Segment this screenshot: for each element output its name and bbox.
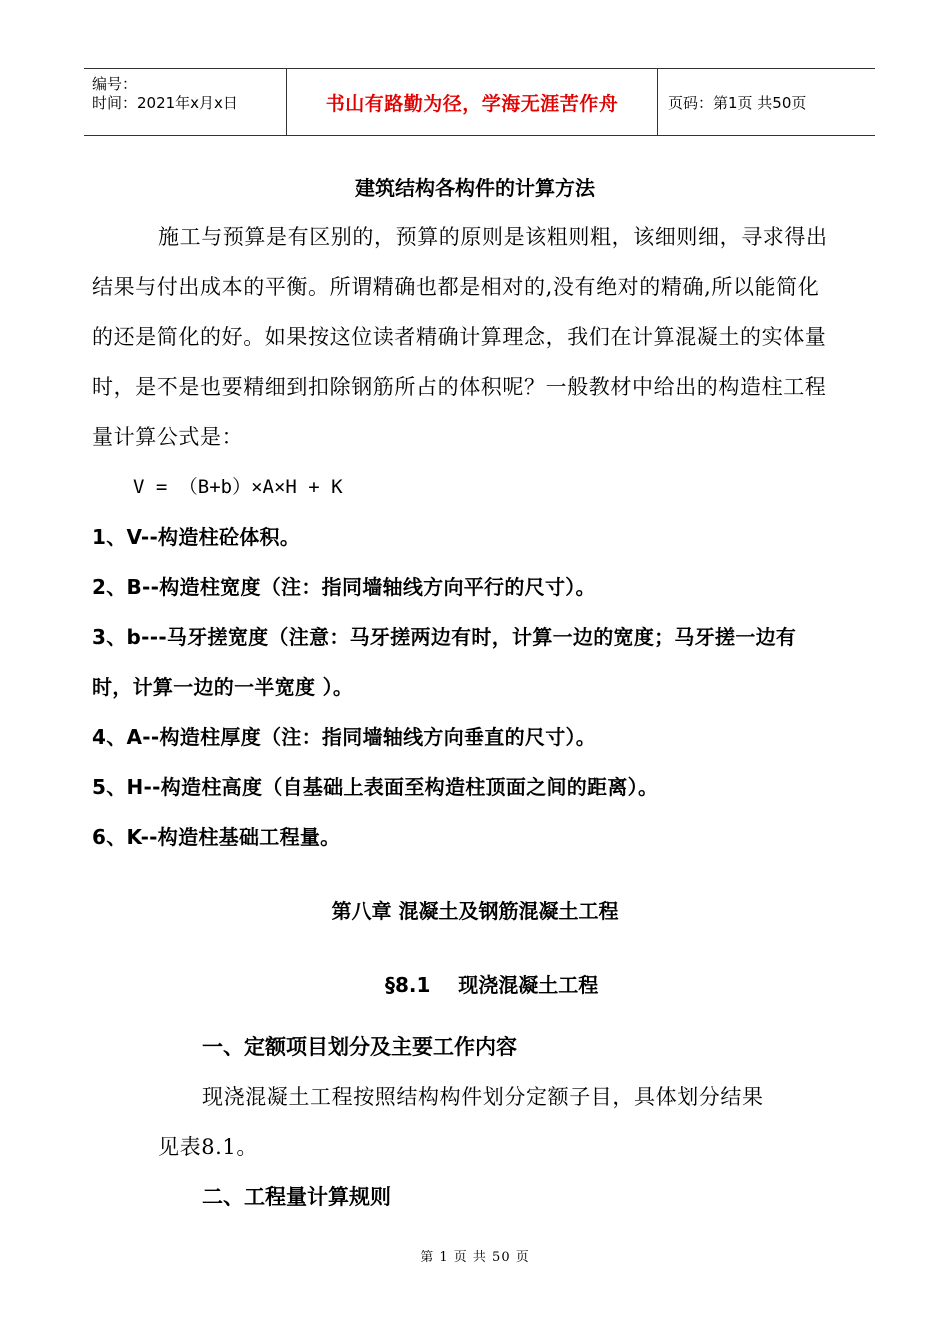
chapter-title: 第八章 混凝土及钢筋混凝土工程 xyxy=(331,899,619,923)
intro-line: 结果与付出成本的平衡。所谓精确也都是相对的,没有绝对的精确,所以能简化 xyxy=(92,275,820,299)
definition-item: 2、B--构造柱宽度（注：指同墙轴线方向平行的尺寸）。 xyxy=(92,575,596,599)
number-label: 编号： xyxy=(92,75,138,93)
page-header xyxy=(84,68,875,136)
subsection-heading: 一、定额项目划分及主要工作内容 xyxy=(202,1035,517,1059)
header-motto: 书山有路勤为径，学海无涯苦作舟 xyxy=(325,92,619,115)
intro-line: 施工与预算是有区别的，预算的原则是该粗则粗，该细则细，寻求得出 xyxy=(158,225,828,249)
definition-item: 3、b---马牙搓宽度（注意：马牙搓两边有时，计算一边的宽度；马牙搓一边有 xyxy=(92,625,797,649)
document-title: 建筑结构各构件的计算方法 xyxy=(355,176,595,200)
definition-item: 5、H--构造柱高度（自基础上表面至构造柱顶面之间的距离）。 xyxy=(92,775,659,799)
body-line: 见表8.1。 xyxy=(158,1135,258,1159)
subsection-heading: 二、工程量计算规则 xyxy=(202,1185,391,1209)
intro-line: 时，是不是也要精细到扣除钢筋所占的体积呢？一般教材中给出的构造柱工程 xyxy=(92,375,827,399)
definition-item: 4、A--构造柱厚度（注：指同墙轴线方向垂直的尺寸）。 xyxy=(92,725,597,749)
intro-line: 量计算公式是： xyxy=(92,425,244,449)
header-motto-cell xyxy=(286,69,658,135)
time-label: 时间：2021年x月x日 xyxy=(92,94,238,112)
formula: V = （B+b）×A×H + K xyxy=(133,476,343,498)
body-line: 现浇混凝土工程按照结构构件划分定额子目，具体划分结果 xyxy=(202,1085,764,1109)
definition-item: 6、K--构造柱基础工程量。 xyxy=(92,825,341,849)
intro-line: 的还是简化的好。如果按这位读者精确计算理念，我们在计算混凝土的实体量 xyxy=(92,325,827,349)
page-footer: 第 1 页 共 50 页 xyxy=(420,1250,530,1265)
section-title: §8.1 现浇混凝土工程 xyxy=(385,973,599,997)
header-meta xyxy=(84,69,286,135)
header-page-info: 页码：第1页 共50页 xyxy=(668,93,807,112)
definition-item: 时，计算一边的一半宽度 ）。 xyxy=(92,675,354,699)
definition-item: 1、V--构造柱砼体积。 xyxy=(92,525,301,549)
